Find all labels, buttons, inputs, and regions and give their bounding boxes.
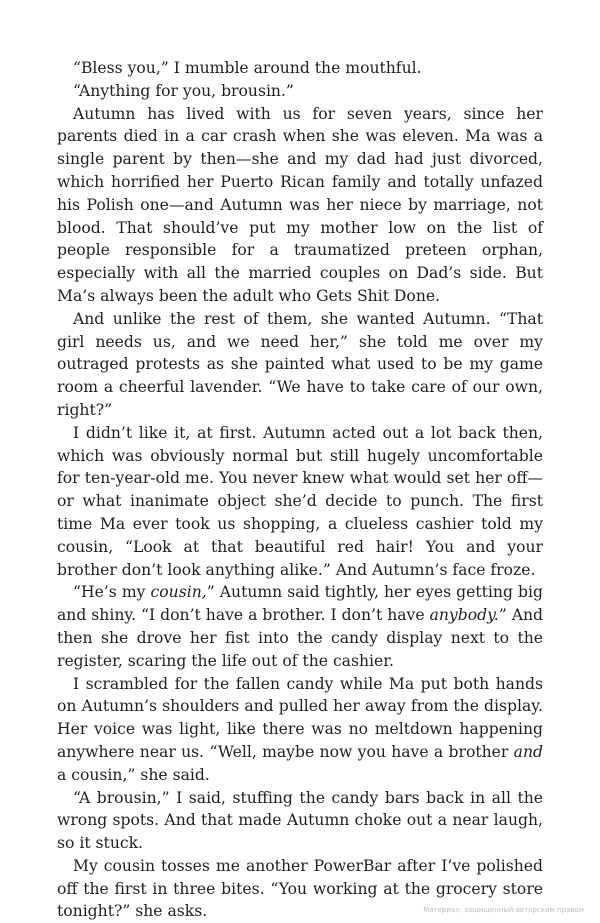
text-run: a cousin,” she said. xyxy=(57,765,210,784)
text-run: ” And then she drove her fist into the candy display next to the register, scaring the life out of the cashier. xyxy=(57,606,544,670)
text-run: Autumn has lived with us for seven years, since her parents died in a car crash when she was eleven. Ma was a single parent by then—she and my dad had just divorced, which horrified her Puerto Rican family and totally unfazed his Polish one—and Autumn was her niece by marriage, not blood. That should’ve put my mother low on the list of people responsible for a traumatized preteen orphan, especially with all the married couples on Dad’s side. But Ma’s always been the adult who Gets Shit Done. xyxy=(57,104,543,305)
text-run: My cousin tosses me another PowerBar after I’ve polished off the first in three bites. “You working at the grocery store tonight?” she asks. xyxy=(57,856,543,921)
text-run: “A brousin,” I said, stuffing the candy bars back in all the wrong spots. And that made Autumn choke out a near laugh, so it stuck. xyxy=(57,788,543,853)
text-run: ” Autumn said tightly, her eyes getting big and shiny. “I don’t have a brother. I don’t have xyxy=(57,583,543,625)
italic-text: anybody. xyxy=(429,606,499,625)
italic-text: and xyxy=(513,742,543,761)
paragraph xyxy=(57,80,543,103)
paragraph xyxy=(57,308,543,422)
text-run: “Bless you,” I mumble around the mouthful. xyxy=(73,59,422,77)
paragraph xyxy=(57,57,543,80)
paragraph xyxy=(57,103,543,308)
book-page-text xyxy=(57,57,543,923)
text-run: “Anything for you, brousin.” xyxy=(73,81,294,100)
italic-text: cousin, xyxy=(150,583,207,602)
text-run: And unlike the rest of them, she wanted Autumn. “That girl needs us, and we need her,” she told me over my outraged protests as she painted what used to be my game room a cheerful lavender. “We have to take care of our own, right?” xyxy=(57,309,543,419)
paragraph xyxy=(57,787,543,855)
paragraph xyxy=(57,673,543,787)
text-run: “He’s my xyxy=(73,583,151,602)
paragraph xyxy=(57,422,543,582)
text-run: I didn’t like it, at first. Autumn acted out a lot back then, which was obviously normal but still hugely uncomfortable for ten-year-old me. You never knew what would set her off—or what inanimate object she’d decide to punch. The first time Ma ever took us shopping, a clueless cashier told my cousin, “Look at that beautiful red hair! You and your brother don’t look anything alike.” And Autumn’s face froze. xyxy=(57,423,543,579)
paragraph xyxy=(57,581,543,672)
text-run: I scrambled for the fallen candy while Ma put both hands on Autumn’s shoulders and pulled her away from the display. Her voice was light, like there was no meltdown happening anywhere near us. “Well, maybe now you have a brother xyxy=(57,674,543,761)
copyright-watermark: Материал, защищенный авторским правом xyxy=(423,906,584,914)
